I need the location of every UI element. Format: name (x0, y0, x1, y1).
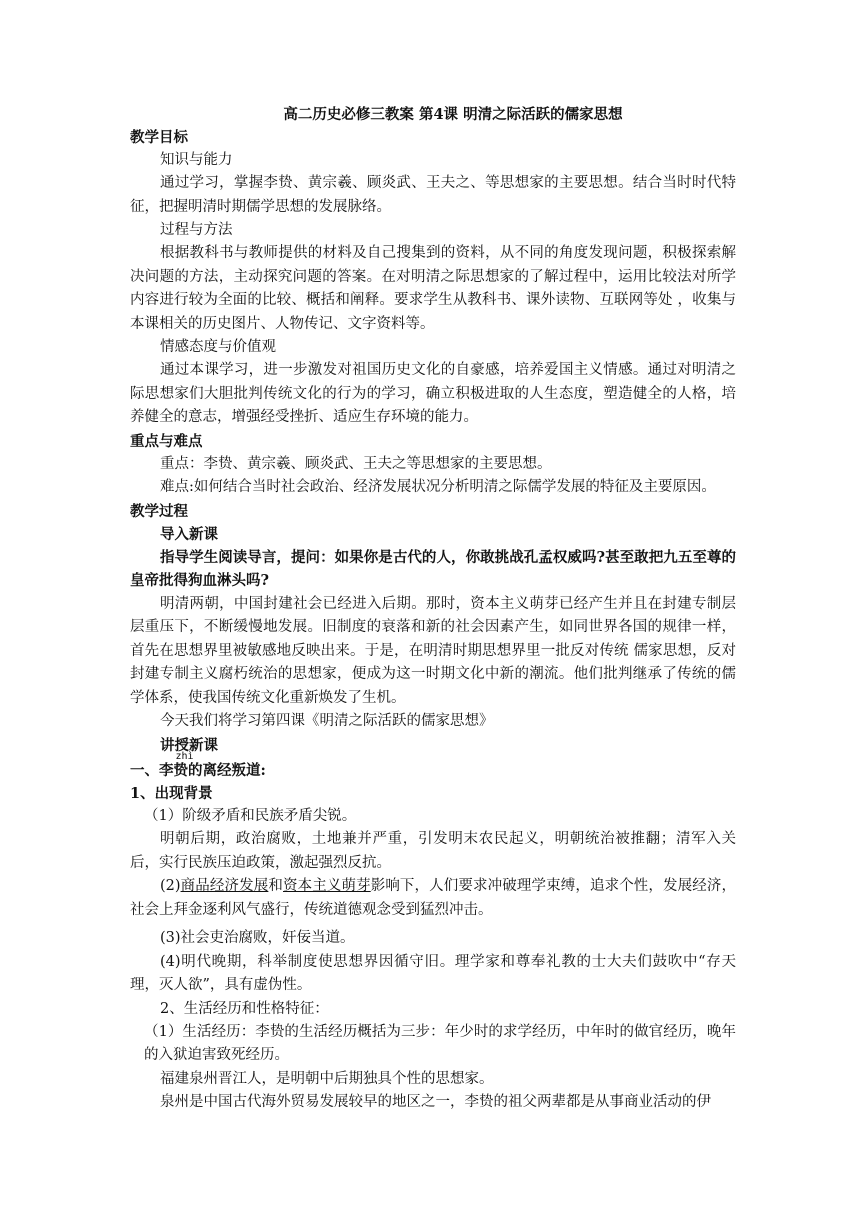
subheading-teach-new: 讲授新课 (160, 736, 218, 754)
heading-teaching-goals: 教学目标 (130, 129, 188, 146)
link-capitalism-sprouts[interactable]: 资本主义萌芽 (283, 878, 371, 894)
paragraph-life-3: 泉州是中国古代海外贸易发展较早的地区之一，李贽的祖父两辈都是从事商业活动的伊 (160, 1094, 711, 1110)
paragraph-emotion: 通过本课学习，进一步激发对祖国历史文化的自豪感，培养爱国主义情感。通过对明清之际思想家们大胆批判传统文化的行为的学习，确立积极进取的人生态度，塑造健全的人格，培养健全的意志，增强经受挫折、适应生存环境的能力。 (130, 362, 736, 425)
section-1-prefix: 一、李 (130, 761, 174, 779)
paragraph-knowledge: 通过学习，掌握李贽、黄宗羲、顾炎武、王夫之、等思想家的主要思想。结合当时时代特征，把握明清时期儒学思想的发展脉络。 (130, 175, 736, 215)
section-1-suffix: 的离经叛道: (188, 761, 266, 779)
section-1-char: 贽 (173, 761, 188, 779)
subheading-process: 过程与方法 (160, 222, 233, 238)
paragraph-today: 今天我们将学习第四课《明清之际活跃的儒家思想》 (160, 713, 494, 729)
paragraph-intro: 明清两朝，中国封建社会已经进入后期。那时，资本主义萌芽已经产生并且在封建专制层层重压下，不断缓慢地发展。旧制度的衰落和新的社会因素产生，如同世界各国的规律一样，首先在思想界里被敏感地反映出来。于是，在明清时期思想界里一批反对传统 儒家思想，反对封建专制主义腐朽统治的思想家，便成为这一时期文化中新的潮流。他们批判继承了传统的儒学体系，使我国传统文化重新焕发了生机。 (130, 595, 736, 706)
heading-key-points: 重点与难点 (130, 432, 203, 450)
subheading-intro: 导入新课 (160, 525, 218, 543)
subheading-life: 2、生活经历和性格特征： (160, 1000, 329, 1017)
bg2-and: 和 (268, 878, 283, 894)
paragraph-intro-question: 指导学生阅读导言，提问：如果你是古代的人，你敢挑战孔孟权威吗?甚至敢把九五至尊的皇帝批得狗血淋头吗? (130, 548, 736, 589)
subheading-knowledge: 知识与能力 (160, 152, 233, 168)
ruby-annotated-char (173, 750, 194, 782)
paragraph-key-point: 重点：李贽、黄宗羲、顾炎武、王夫之等思想家的主要思想。 (160, 455, 552, 472)
bg2-rest: 影响下，人们要求冲破理学束缚，追求个性，发展经济，社会上拜金逐利风气盛行，传统道德观念受到猛烈冲击。 (130, 878, 737, 918)
subheading-emotion: 情感态度与价值观 (160, 339, 276, 355)
paragraph-life-2: 福建泉州晋江人，是明朝中后期独具个性的思想家。 (160, 1070, 494, 1087)
paragraph-difficult-point: 难点:如何结合当时社会政治、经济发展状况分析明清之际儒学发展的特征及主要原因。 (160, 479, 716, 495)
paragraph-background-1: 明朝后期，政治腐败，土地兼并严重，引发明末农民起义，明朝统治被推翻；清军入关后，实行民族压迫政策，激起强烈反抗。 (130, 831, 736, 871)
section-1-heading (130, 750, 736, 782)
paragraph-background-4: (4)明代晚期，科举制度使思想界因循守旧。理学家和尊奉礼教的士大夫们鼓吹中“存天理，灭人欲”，具有虚伪性。 (130, 953, 736, 993)
subheading-background: 1、出现背景 (130, 784, 213, 802)
life-item-1: （1）生活经历：李贽的生活经历概括为三步：年少时的求学经历，中年时的做官经历，晚年的入狱迫害致死经历。 (144, 1023, 736, 1063)
bg2-prefix: (2) (160, 878, 181, 894)
pinyin-annotation: zhì (175, 750, 194, 762)
document-title: 高二历史必修三教案 第4课 明清之际活跃的儒家思想 (283, 106, 623, 123)
background-item-1: （1）阶级矛盾和民族矛盾尖锐。 (144, 807, 357, 824)
paragraph-process: 根据教科书与教师提供的材料及自己搜集到的资料，从不同的角度发现问题，积极探索解决问题的方法，主动探究问题的答案。在对明清之际思想家的了解过程中，运用比较法对所学内容进行较为全面的比较、概括和阐释。要求学生从教科书、课外读物、互联网等处 ，收集与本课相关的历史图片、人物传记、文字资料等。 (130, 245, 736, 332)
link-commodity-economy[interactable]: 商品经济发展 (180, 878, 269, 894)
document-page (130, 104, 736, 1115)
paragraph-background-2 (130, 875, 736, 922)
paragraph-background-3: (3)社会吏治腐败，奸佞当道。 (160, 930, 355, 946)
heading-teaching-process: 教学过程 (130, 502, 188, 520)
